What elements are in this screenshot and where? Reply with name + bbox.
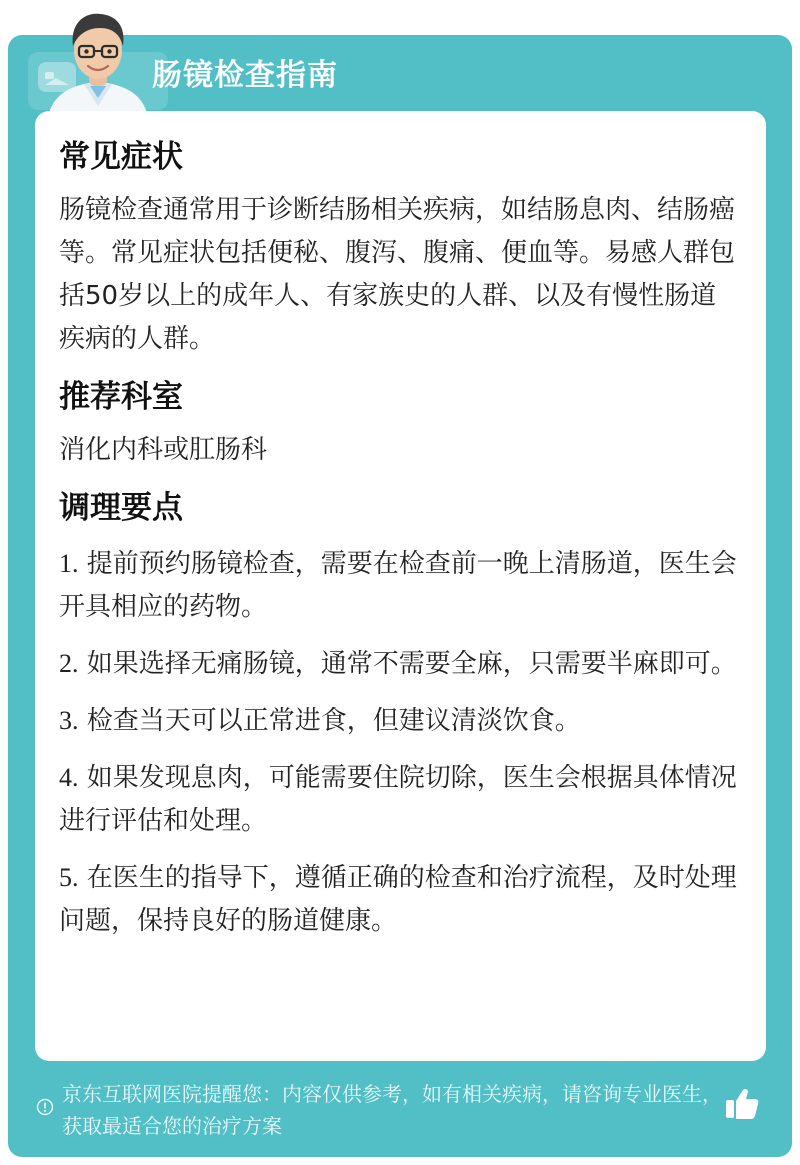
info-circle-icon — [36, 1098, 54, 1116]
care-item-number: 5. — [59, 863, 79, 892]
care-item-text: 如果选择无痛肠镜，通常不需要全麻，只需要半麻即可。 — [86, 649, 737, 679]
care-item-text: 提前预约肠镜检查，需要在检查前一晚上清肠道，医生会开具相应的药物。 — [59, 549, 737, 622]
care-item-text: 在医生的指导下，遵循正确的检查和治疗流程，及时处理问题，保持良好的肠道健康。 — [59, 863, 737, 936]
care-item-number: 2. — [59, 649, 79, 678]
thumbs-up-icon[interactable] — [722, 1086, 762, 1122]
care-item — [59, 856, 739, 943]
content-card — [35, 111, 766, 1061]
section-title-department: 推荐科室 — [59, 379, 183, 415]
care-item — [59, 756, 739, 843]
page-title: 肠镜检查指南 — [152, 58, 338, 93]
care-item — [59, 699, 739, 743]
doctor-avatar — [48, 6, 148, 118]
symptoms-text: 肠镜检查通常用于诊断结肠相关疾病，如结肠息肉、结肠癌等。常见症状包括便秘、腹泻、腹痛、便血等。易感人群包括50岁以上的成年人、有家族史的人群、以及有慢性肠道疾病的人群。 — [59, 195, 736, 354]
care-item-number: 4. — [59, 763, 79, 792]
care-item-number: 1. — [59, 549, 79, 578]
care-item — [59, 642, 739, 686]
content-body — [59, 135, 739, 956]
care-item — [59, 542, 739, 629]
care-item-number: 3. — [59, 706, 79, 735]
footer-disclaimer: 京东互联网医院提醒您：内容仅供参考，如有相关疾病，请咨询专业医生，获取最适合您的治疗方案 — [62, 1082, 722, 1138]
department-text: 消化内科或肛肠科 — [59, 435, 268, 465]
care-item-text: 检查当天可以正常进食，但建议清淡饮食。 — [86, 706, 581, 736]
section-title-symptoms: 常见症状 — [59, 139, 183, 175]
care-item-text: 如果发现息肉，可能需要住院切除，医生会根据具体情况进行评估和处理。 — [59, 763, 737, 836]
section-title-care: 调理要点 — [59, 490, 183, 526]
